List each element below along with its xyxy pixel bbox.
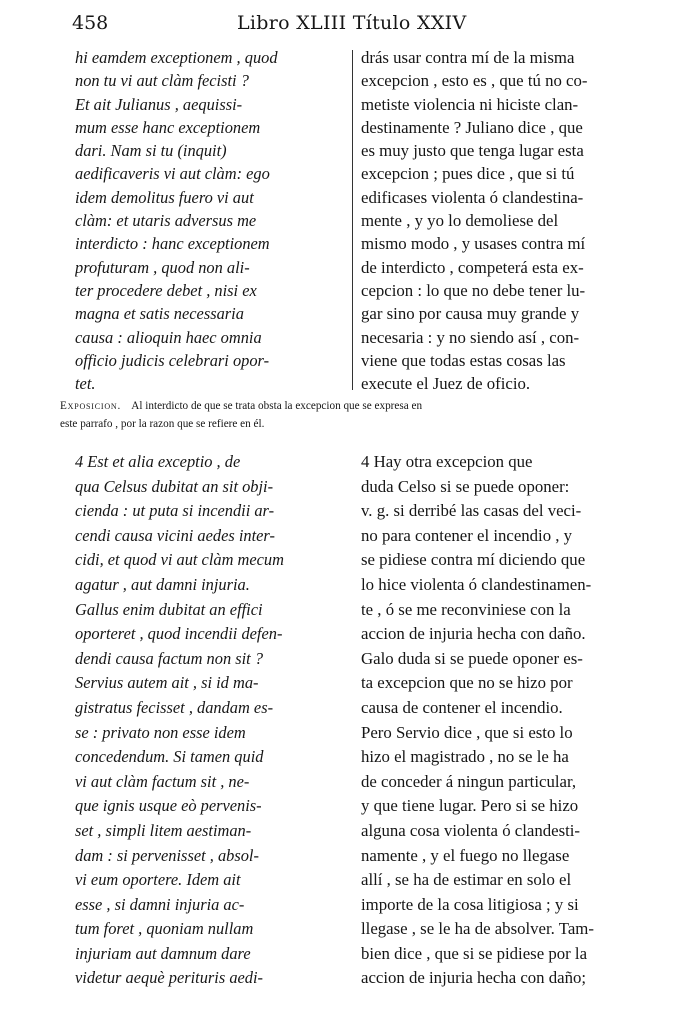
spanish-column-top [361, 46, 629, 395]
text-line: oporteret , quod incendii defen- [75, 624, 283, 644]
text-line: namente , y el fuego no llegase [361, 845, 570, 865]
text-line: Galo duda si se puede oponer es- [361, 648, 583, 668]
text-line: necesaria : y no siendo así , con- [361, 327, 580, 347]
text-line: accion de injuria hecha con daño. [361, 624, 586, 644]
text-line: de interdicto , competerá esta ex- [361, 257, 584, 277]
text-line: te , ó se me reconviniese con la [361, 599, 571, 619]
text-line: dari. Nam si tu (inquit) [75, 141, 227, 161]
latin-column-top [75, 46, 347, 395]
text-line: causa de contener el incendio. [361, 697, 563, 717]
text-line: gar sino por causa muy grande y [361, 304, 580, 324]
text-line: importe de la cosa litigiosa ; y si [361, 894, 579, 914]
text-line: se pidiese contra mí diciendo que [361, 550, 586, 570]
text-line: excepcion ; pues dice , que si tú [361, 164, 575, 184]
text-line: ta excepcion que no se hizo por [361, 673, 573, 693]
text-line: mente , y yo lo demoliese del [361, 211, 559, 231]
text-line: tum foret , quoniam nullam [75, 919, 254, 939]
text-line: dendi causa factum non sit ? [75, 648, 264, 668]
text-line: cienda : ut puta si incendii ar- [75, 501, 275, 521]
text-line: 4 Est et alia exceptio , de [75, 452, 241, 471]
page-number: 458 [72, 12, 109, 34]
text-line: set , simpli litem aestiman- [75, 820, 252, 840]
text-line: drás usar contra mí de la misma [361, 48, 575, 67]
text-line: officio judicis celebrari opor- [75, 350, 270, 370]
text-line: accion de injuria hecha con daño; [361, 968, 587, 988]
text-line: que ignis usque eò pervenis- [75, 796, 262, 816]
exposicion-label: Exposicion. [60, 400, 122, 412]
text-line: mismo modo , y usases contra mí [361, 234, 586, 254]
running-title: Libro XLIII Título XXIV [237, 12, 467, 34]
text-line: no para contener el incendio , y [361, 525, 573, 545]
text-line: clàm: et utaris adversus me [75, 211, 257, 231]
exposicion-note [60, 397, 630, 433]
text-line: allí , se ha de estimar en solo el [361, 870, 572, 890]
text-line: cendi causa vicini aedes inter- [75, 525, 275, 545]
text-line: v. g. si derribé las casas del veci- [361, 501, 582, 521]
text-line: cidi, et quod vi aut clàm mecum [75, 550, 284, 570]
text-line: es muy justo que tenga lugar esta [361, 141, 584, 161]
text-line: y que tiene lugar. Pero si se hizo [361, 796, 579, 816]
text-line: profuturam , quod non ali- [75, 257, 250, 277]
text-line: viene que todas estas cosas las [361, 350, 566, 370]
text-line: aedificaveris vi aut clàm: ego [75, 164, 270, 184]
text-line: bien dice , que si se pidiese por la [361, 943, 588, 963]
text-line: alguna cosa violenta ó clandesti- [361, 820, 581, 840]
text-line: Et ait Julianus , aequissi- [75, 94, 243, 114]
text-line: gistratus fecisset , dandam es- [75, 697, 274, 717]
page-header [72, 6, 632, 40]
text-line: metiste violencia ni hiciste clan- [361, 94, 579, 114]
exposicion-line [60, 397, 630, 415]
text-line: edificases violenta ó clandestina- [361, 187, 584, 207]
text-line: agatur , aut damni injuria. [75, 574, 250, 594]
text-line: esse , si damni injuria ac- [75, 894, 245, 914]
text-line: Pero Servio dice , que si esto lo [361, 722, 573, 742]
text-line: execute el Juez de oficio. [361, 374, 531, 394]
text-line: videtur aequè perituris aedi- [75, 968, 263, 988]
text-line: injuriam aut damnum dare [75, 943, 251, 963]
exposicion-text: Al interdicto de que se trata obsta la excepcion que se expresa en [131, 400, 423, 412]
text-line: hi eamdem exceptionem , quod [75, 48, 278, 67]
text-line: tet. [75, 374, 96, 394]
text-line: magna et satis necessaria [75, 304, 244, 324]
text-line: hizo el magistrado , no se le ha [361, 747, 569, 767]
text-line: Gallus enim dubitat an effici [75, 599, 263, 619]
text-line: se : privato non esse idem [75, 722, 246, 742]
text-line: qua Celsus dubitat an sit obji- [75, 476, 274, 496]
text-line: de conceder á ningun particular, [361, 771, 577, 791]
text-line: cepcion : lo que no debe tener lu- [361, 280, 586, 300]
text-line: dam : si pervenisset , absol- [75, 845, 259, 865]
text-line: causa : alioquin haec omnia [75, 327, 262, 347]
text-line: interdicto : hanc exceptionem [75, 234, 270, 254]
text-line: mum esse hanc exceptionem [75, 117, 261, 137]
text-line: vi eum oportere. Idem ait [75, 870, 241, 890]
text-line: duda Celso si se puede oponer: [361, 476, 570, 496]
text-line: vi aut clàm factum sit , ne- [75, 771, 250, 791]
latin-column-bottom [75, 450, 347, 991]
spanish-column-bottom [361, 450, 629, 991]
text-line: Servius autem ait , si id ma- [75, 673, 259, 693]
text-line: destinamente ? Juliano dice , que [361, 117, 583, 137]
text-line: concedendum. Si tamen quid [75, 747, 264, 767]
text-line: non tu vi aut clàm fecisti ? [75, 71, 249, 91]
text-line: idem demolitus fuero vi aut [75, 187, 254, 207]
text-line: lo hice violenta ó clandestinamen- [361, 574, 592, 594]
exposicion-line: este parrafo , por la razon que se refiere en él. [60, 418, 265, 430]
text-line: 4 Hay otra excepcion que [361, 452, 533, 471]
text-line: excepcion , esto es , que tú no co- [361, 71, 588, 91]
text-line: ter procedere debet , nisi ex [75, 280, 257, 300]
column-divider [352, 50, 353, 390]
text-line: llegase , se le ha de absolver. Tam- [361, 919, 594, 939]
